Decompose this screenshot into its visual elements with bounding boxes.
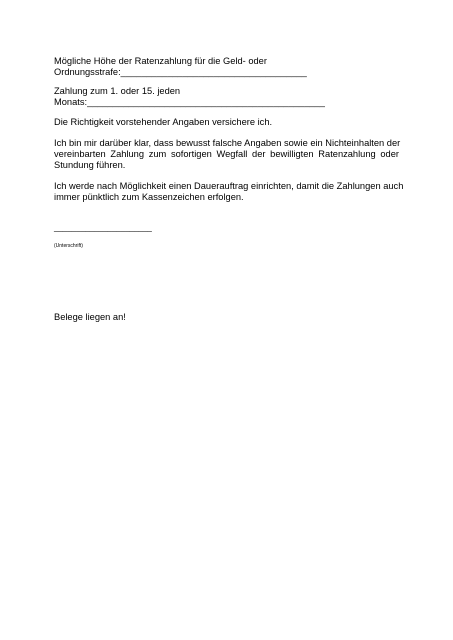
fine-amount-field: Ordnungsstrafe:____________________________________ xyxy=(54,67,307,77)
signature-label: (Unterschrift) xyxy=(54,243,83,249)
awareness-paragraph-line-3: Stundung führen. xyxy=(54,160,126,170)
payment-date-label: Zahlung zum 1. oder 15. jeden xyxy=(54,86,181,96)
standing-order-line-1: Ich werde nach Möglichkeit einen Dauerauftrag einrichten, damit die Zahlungen auch xyxy=(54,181,404,191)
attachments-note: Belege liegen an! xyxy=(54,312,126,322)
awareness-paragraph-line-1: Ich bin mir darüber klar, dass bewusst falsche Angaben sowie ein Nichteinhalten der xyxy=(54,138,401,148)
awareness-paragraph-line-2: vereinbarten Zahlung zum sofortigen Wegfall der bewilligten Ratenzahlung oder xyxy=(54,149,399,159)
signature-line: ______________________ xyxy=(54,223,152,232)
installment-amount-label: Mögliche Höhe der Ratenzahlung für die Geld- oder xyxy=(54,56,267,66)
payment-month-field: Monats:______________________________________________ xyxy=(54,97,325,107)
standing-order-line-2: immer pünktlich zum Kassenzeichen erfolgen. xyxy=(54,192,244,202)
confirmation-statement: Die Richtigkeit vorstehender Angaben versichere ich. xyxy=(54,117,273,127)
